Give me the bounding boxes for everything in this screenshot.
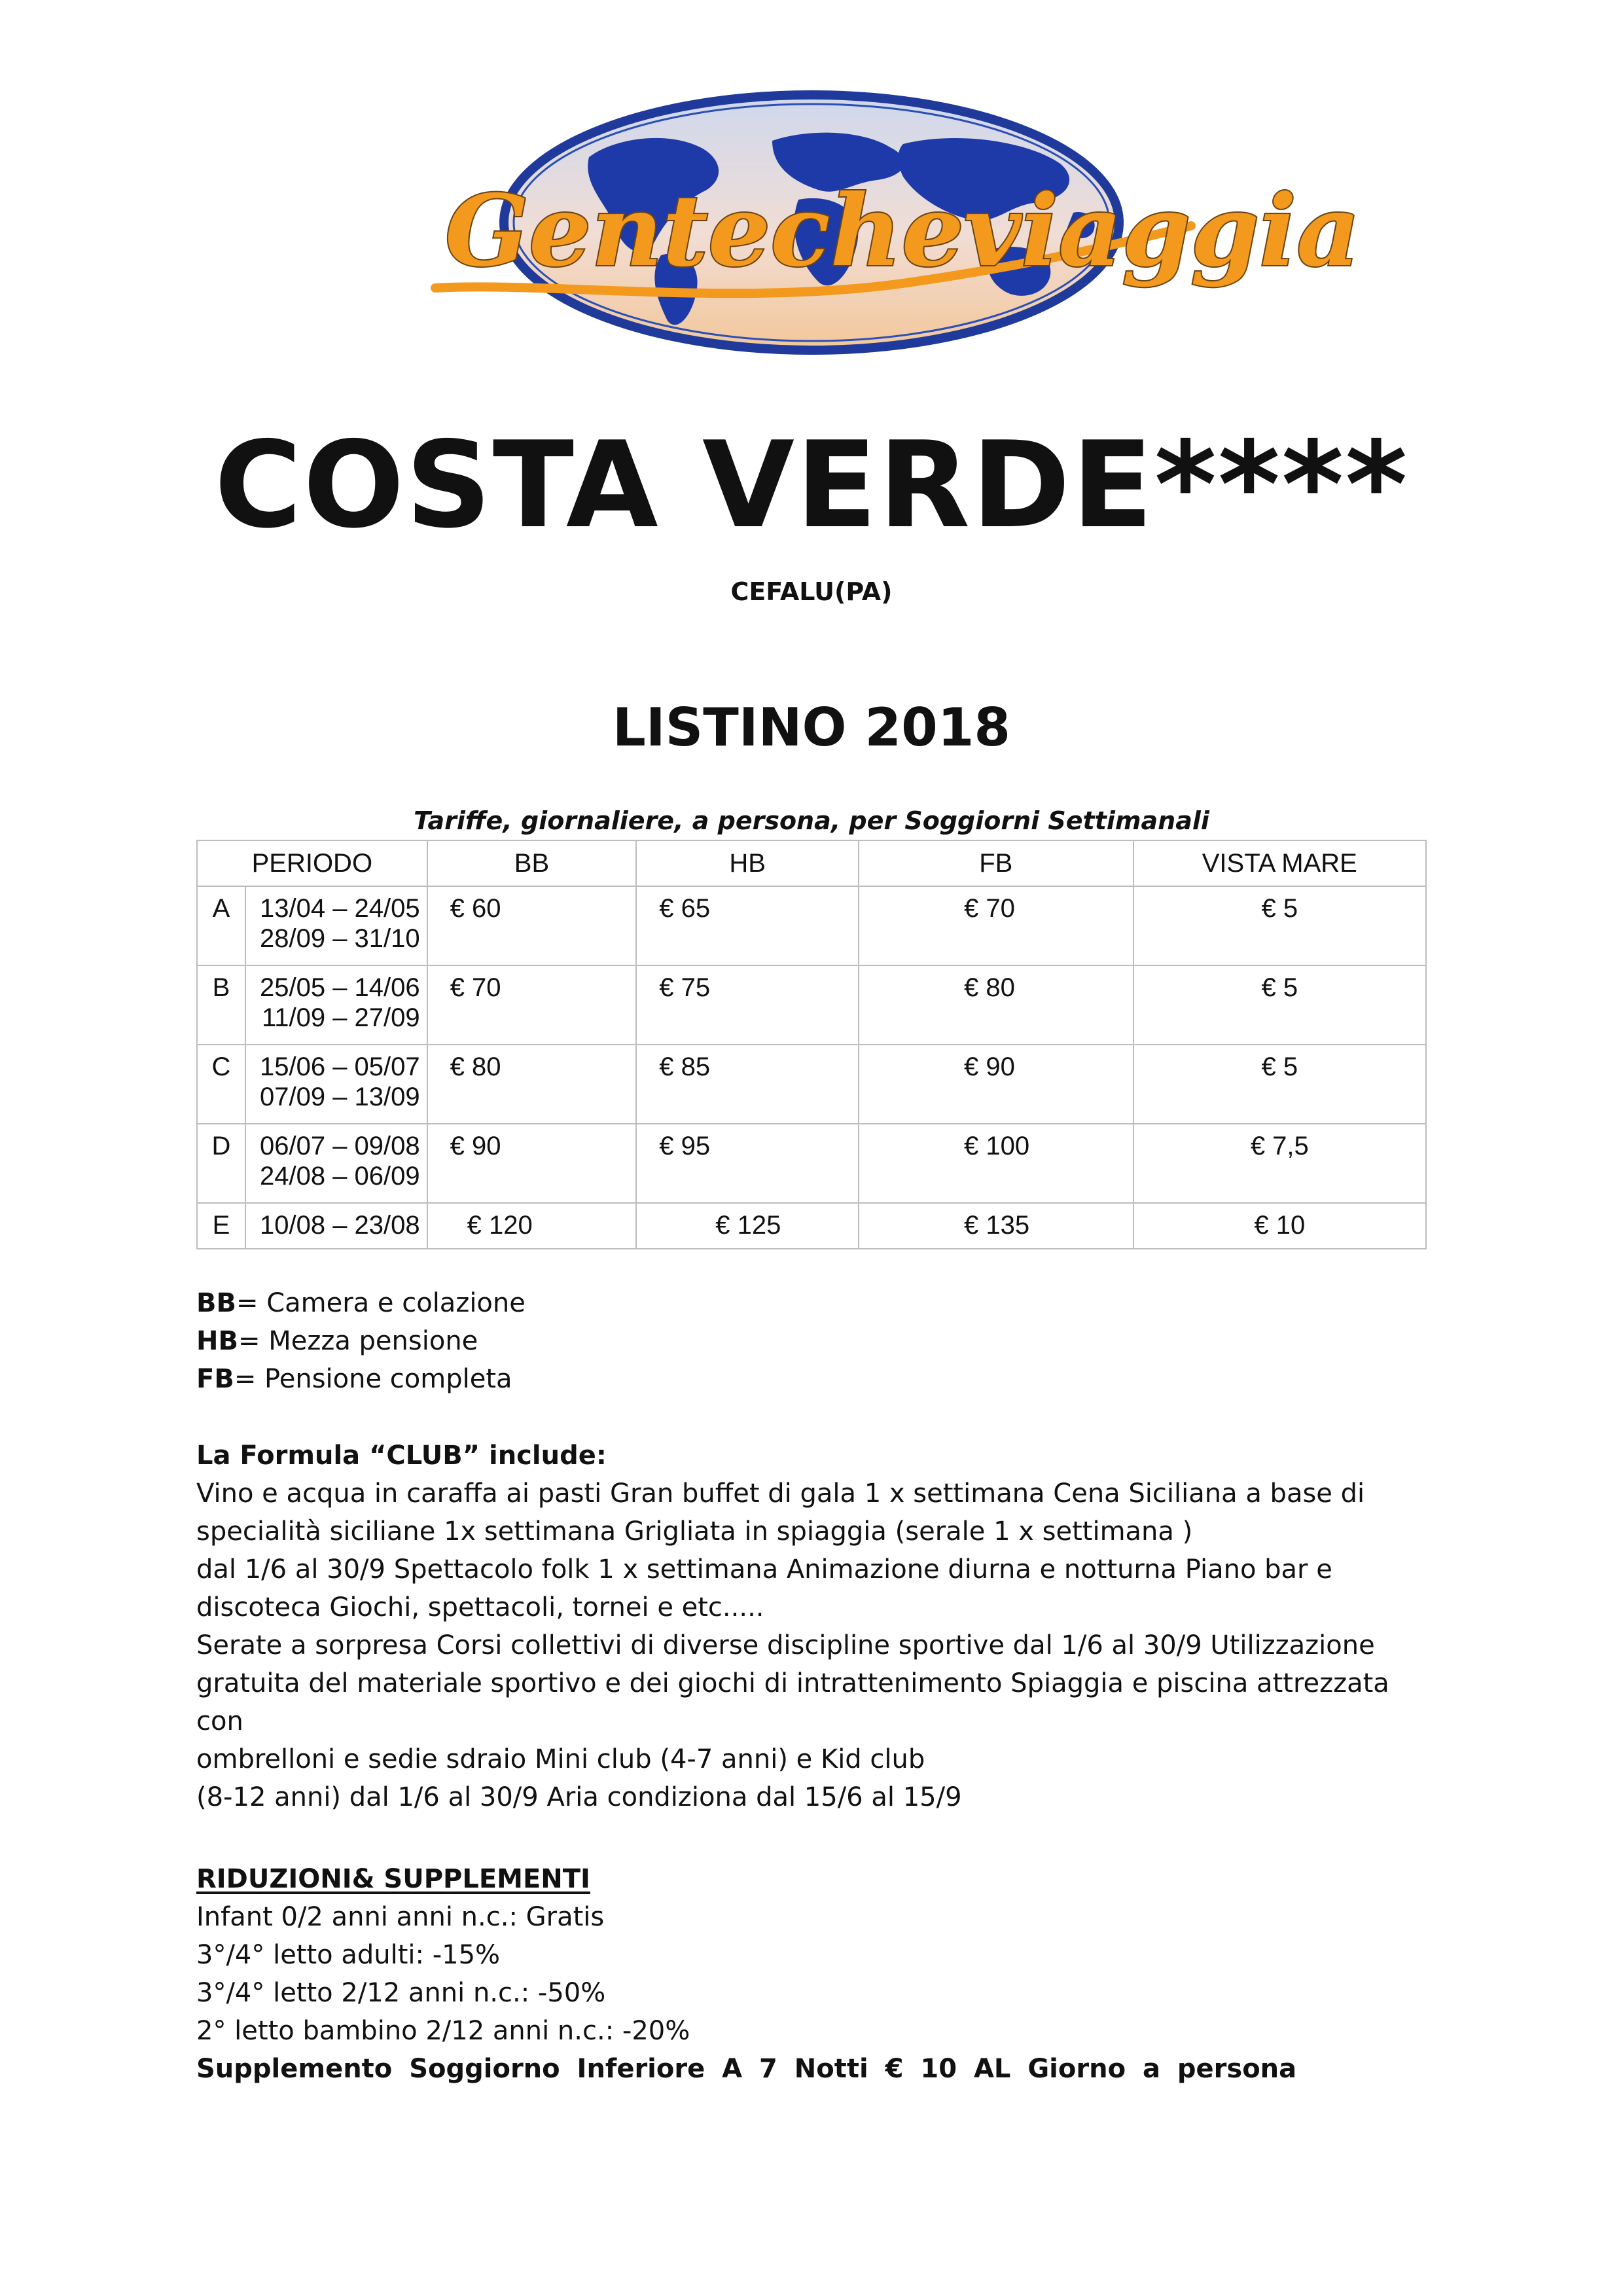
table-row bbox=[197, 1045, 1426, 1124]
row-period bbox=[245, 1045, 427, 1124]
club-line: discoteca Giochi, spettacoli, tornei e etc..... bbox=[196, 1592, 764, 1623]
price-list-heading: LISTINO 2018 bbox=[612, 697, 1011, 758]
reduction-line: Infant 0/2 anni anni n.c.: Gratis bbox=[196, 1902, 605, 1932]
table-row bbox=[197, 886, 1426, 965]
price-fb: € 80 bbox=[859, 965, 1133, 1045]
row-period bbox=[245, 1124, 427, 1203]
header-vista-mare: VISTA MARE bbox=[1133, 840, 1426, 886]
price-fb: € 90 bbox=[859, 1045, 1133, 1124]
club-line: (8-12 anni) dal 1/6 al 30/9 Aria condiziona dal 15/6 al 15/9 bbox=[196, 1782, 962, 1812]
legend-value: = Camera e colazione bbox=[236, 1288, 526, 1318]
table-row bbox=[197, 965, 1426, 1045]
price-hb: € 125 bbox=[636, 1203, 859, 1249]
club-formula-section bbox=[196, 1437, 1440, 1816]
supplement-line: Supplemento Soggiorno Inferiore A 7 Notti € 10 AL Giorno a persona bbox=[196, 2054, 1297, 2084]
club-line: Serate a sorpresa Corsi collettivi di diverse discipline sportive dal 1/6 al 30/9 Utilizzazione bbox=[196, 1630, 1375, 1660]
legend-key: FB bbox=[196, 1364, 234, 1394]
rates-table bbox=[196, 840, 1427, 1249]
period-line: 28/09 – 31/10 bbox=[259, 924, 420, 953]
price-vista-mare: € 5 bbox=[1133, 965, 1426, 1045]
row-period bbox=[245, 965, 427, 1045]
row-letter: D bbox=[197, 1124, 245, 1203]
club-line: gratuita del materiale sportivo e dei giochi di intrattenimento Spiaggia e piscina attrezzata con bbox=[196, 1668, 1389, 1736]
club-heading: La Formula “CLUB” include: bbox=[196, 1441, 607, 1471]
header-hb: HB bbox=[636, 840, 859, 886]
row-period bbox=[245, 1203, 427, 1249]
row-letter: E bbox=[197, 1203, 245, 1249]
reduction-line: 3°/4° letto adulti: -15% bbox=[196, 1940, 501, 1970]
legend-key: HB bbox=[196, 1326, 238, 1356]
header-bb: BB bbox=[427, 840, 637, 886]
table-header-row bbox=[197, 840, 1426, 886]
table-caption: Tariffe, giornaliere, a persona, per Soggiorni Settimanali bbox=[414, 806, 1209, 835]
reduction-line: 2° letto bambino 2/12 anni n.c.: -20% bbox=[196, 2016, 690, 2046]
period-line: 06/07 – 09/08 bbox=[259, 1132, 420, 1160]
price-fb: € 135 bbox=[859, 1203, 1133, 1249]
reductions-section bbox=[196, 1860, 1440, 2088]
price-bb: € 70 bbox=[427, 965, 637, 1045]
period-line: 11/09 – 27/09 bbox=[261, 1003, 420, 1032]
legend-item bbox=[196, 1322, 526, 1360]
reductions-heading: RIDUZIONI& SUPPLEMENTI bbox=[196, 1864, 590, 1894]
price-hb: € 85 bbox=[636, 1045, 859, 1124]
club-line: ombrelloni e sedie sdraio Mini club (4-7 anni) e Kid club bbox=[196, 1744, 925, 1774]
header-fb: FB bbox=[859, 840, 1133, 886]
gentecheviaggia-logo bbox=[419, 85, 1361, 360]
board-legend bbox=[196, 1284, 526, 1398]
price-hb: € 95 bbox=[636, 1124, 859, 1203]
club-line: dal 1/6 al 30/9 Spettacolo folk 1 x settimana Animazione diurna e notturna Piano bar e bbox=[196, 1554, 1332, 1585]
logo-graphic bbox=[419, 85, 1361, 360]
logo-wordmark: Gentecheviaggia bbox=[445, 173, 1361, 289]
price-vista-mare: € 5 bbox=[1133, 1045, 1426, 1124]
price-bb: € 80 bbox=[427, 1045, 637, 1124]
table-row bbox=[197, 1124, 1426, 1203]
price-fb: € 100 bbox=[859, 1124, 1133, 1203]
price-bb: € 90 bbox=[427, 1124, 637, 1203]
period-line: 13/04 – 24/05 bbox=[259, 894, 420, 923]
legend-value: = Pensione completa bbox=[234, 1364, 512, 1394]
legend-key: BB bbox=[196, 1288, 236, 1318]
period-line: 25/05 – 14/06 bbox=[259, 973, 420, 1002]
price-vista-mare: € 5 bbox=[1133, 886, 1426, 965]
table-row bbox=[197, 1203, 1426, 1249]
row-letter: B bbox=[197, 965, 245, 1045]
price-vista-mare: € 7,5 bbox=[1133, 1124, 1426, 1203]
club-line: specialità siciliane 1x settimana Grigliata in spiaggia (serale 1 x settimana ) bbox=[196, 1516, 1193, 1547]
price-fb: € 70 bbox=[859, 886, 1133, 965]
header-periodo: PERIODO bbox=[197, 840, 427, 886]
legend-item bbox=[196, 1360, 526, 1398]
club-line: Vino e acqua in caraffa ai pasti Gran buffet di gala 1 x settimana Cena Siciliana a base di bbox=[196, 1479, 1365, 1509]
period-line: 24/08 – 06/09 bbox=[259, 1162, 420, 1191]
location-subtitle: CEFALU(PA) bbox=[730, 577, 893, 606]
price-vista-mare: € 10 bbox=[1133, 1203, 1426, 1249]
period-line: 10/08 – 23/08 bbox=[259, 1211, 420, 1240]
period-line: 07/09 – 13/09 bbox=[259, 1083, 420, 1111]
legend-value: = Mezza pensione bbox=[238, 1326, 478, 1356]
row-period bbox=[245, 886, 427, 965]
price-bb: € 60 bbox=[427, 886, 637, 965]
legend-item bbox=[196, 1284, 526, 1322]
row-letter: A bbox=[197, 886, 245, 965]
period-line: 15/06 – 05/07 bbox=[259, 1052, 420, 1081]
page-title: COSTA VERDE**** bbox=[214, 416, 1409, 554]
price-bb: € 120 bbox=[427, 1203, 637, 1249]
reduction-line: 3°/4° letto 2/12 anni n.c.: -50% bbox=[196, 1978, 606, 2008]
price-hb: € 65 bbox=[636, 886, 859, 965]
price-hb: € 75 bbox=[636, 965, 859, 1045]
row-letter: C bbox=[197, 1045, 245, 1124]
